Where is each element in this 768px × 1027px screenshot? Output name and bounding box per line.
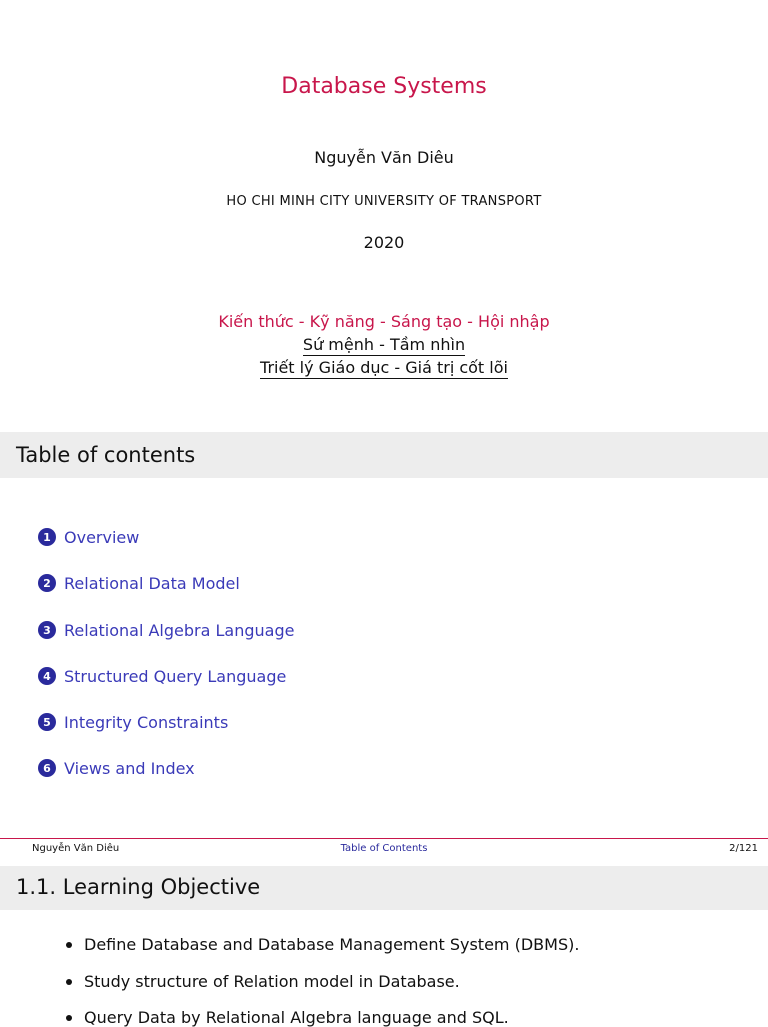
institution-name: HO CHI MINH CITY UNIVERSITY OF TRANSPORT <box>226 194 542 209</box>
section-heading: 1.1. Learning Objective <box>16 875 261 899</box>
bullet-icon <box>66 1015 72 1021</box>
toc-item-sql[interactable] <box>38 665 286 687</box>
toc-item-views-and-index[interactable] <box>38 757 195 779</box>
objective-item <box>66 935 579 954</box>
motto-line-1: Kiến thức - Kỹ năng - Sáng tạo - Hội nhập <box>218 312 550 331</box>
slide-title: Database Systems <box>281 74 487 99</box>
motto-line-3 <box>0 358 768 379</box>
toc-item-label: Views and Index <box>64 758 195 778</box>
bullet-icon <box>66 979 72 985</box>
objective-item <box>66 1008 509 1027</box>
bullet-icon <box>66 942 72 948</box>
toc-heading: Table of contents <box>16 443 196 467</box>
footer-author: Nguyễn Văn Diêu <box>32 843 120 854</box>
toc-number-badge: 5 <box>38 713 56 731</box>
objective-item <box>66 972 460 991</box>
toc-number-badge: 2 <box>38 574 56 592</box>
objective-text: Study structure of Relation model in Database. <box>84 972 460 991</box>
toc-item-label: Relational Algebra Language <box>64 620 295 640</box>
toc-item-label: Overview <box>64 527 140 547</box>
toc-item-integrity-constraints[interactable] <box>38 711 228 733</box>
toc-item-label: Integrity Constraints <box>64 712 229 732</box>
footer-section-link[interactable]: Table of Contents <box>340 843 428 854</box>
toc-number-badge: 3 <box>38 621 56 639</box>
toc-item-label: Structured Query Language <box>64 666 287 686</box>
motto-line-2 <box>0 335 768 356</box>
toc-item-label: Relational Data Model <box>64 573 240 593</box>
motto-line-2-text: Sứ mệnh - Tầm nhìn <box>302 335 466 354</box>
objective-text: Define Database and Database Management System (DBMS). <box>84 935 580 954</box>
author-name: Nguyễn Văn Diêu <box>314 148 454 167</box>
motto-line-3-text: Triết lý Giáo dục - Giá trị cốt lõi <box>260 358 508 377</box>
toc-number-badge: 4 <box>38 667 56 685</box>
toc-item-relational-algebra[interactable] <box>38 619 294 641</box>
footer-page-number: 2/121 <box>729 843 758 854</box>
toc-number-badge: 1 <box>38 528 56 546</box>
toc-number-badge: 6 <box>38 759 56 777</box>
footer-divider <box>0 838 768 839</box>
toc-item-overview[interactable] <box>38 526 139 548</box>
objective-text: Query Data by Relational Algebra language and SQL. <box>84 1008 509 1027</box>
toc-item-relational-data-model[interactable] <box>38 572 240 594</box>
year: 2020 <box>363 233 405 252</box>
